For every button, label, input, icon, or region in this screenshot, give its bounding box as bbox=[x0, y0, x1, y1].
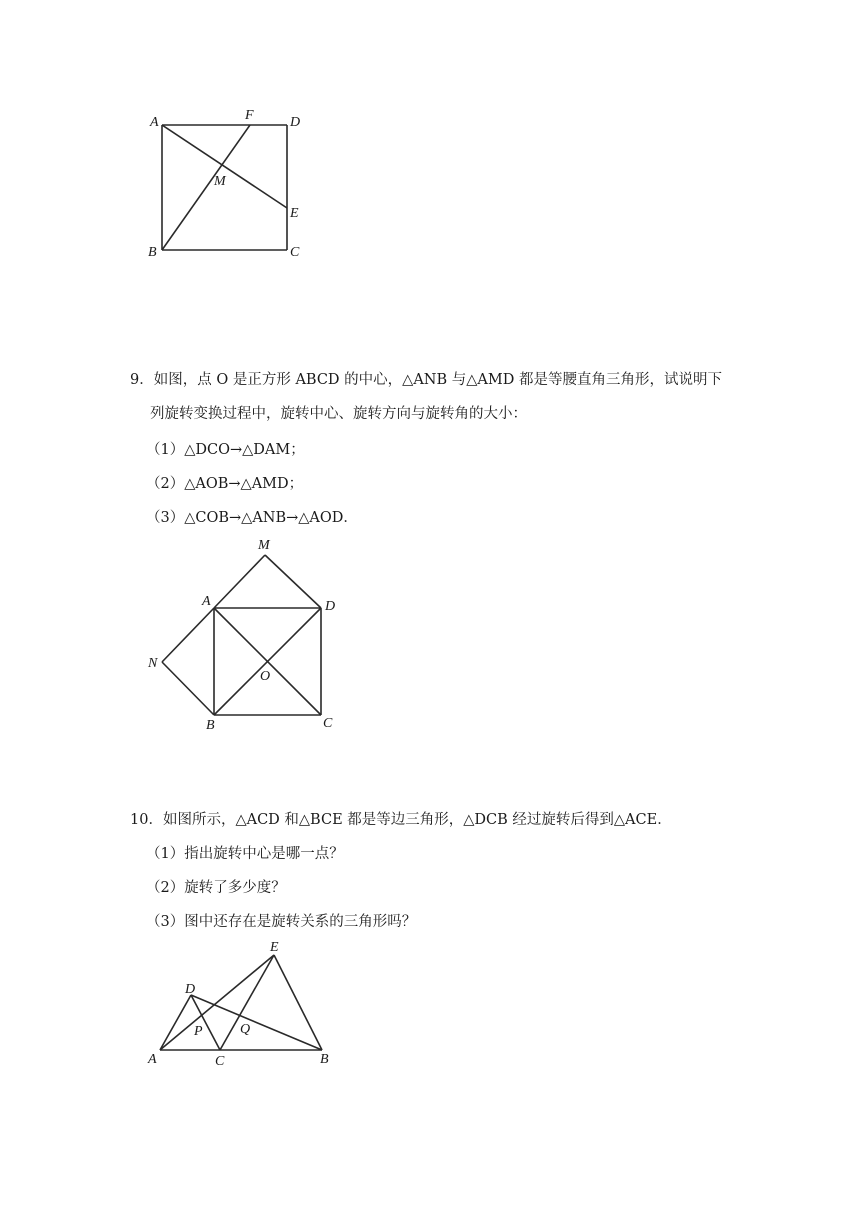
segment-ae bbox=[162, 125, 287, 208]
q9-sub3: （3）△COB→△ANB→△AOD． bbox=[146, 510, 358, 526]
label-b: B bbox=[320, 1052, 329, 1067]
segment-bf bbox=[162, 125, 250, 250]
label-o: O bbox=[260, 669, 271, 684]
label-a: A bbox=[148, 1052, 157, 1067]
segment-md bbox=[265, 555, 321, 608]
label-f: F bbox=[245, 108, 254, 123]
label-m: M bbox=[258, 538, 270, 553]
q9-text-line1: 9．如图，点 O 是正方形 ABCD 的中心，△ANB 与△AMD 都是等腰直角三角形，试说明下 bbox=[130, 372, 722, 388]
square-figure-abcd-m bbox=[140, 100, 330, 270]
label-e: E bbox=[270, 940, 279, 955]
q9-sub1: （1）△DCO→△DAM； bbox=[146, 442, 305, 458]
label-m: M bbox=[214, 174, 226, 189]
square-figure-q9 bbox=[140, 530, 360, 740]
q9-sub2: （2）△AOB→△AMD； bbox=[146, 476, 304, 492]
segment-eb bbox=[274, 955, 322, 1050]
label-q: Q bbox=[240, 1022, 251, 1037]
segment-ad bbox=[160, 995, 191, 1050]
label-a: A bbox=[150, 115, 159, 130]
q10-sub1: （1）指出旋转中心是哪一点？ bbox=[146, 846, 344, 862]
label-c: C bbox=[215, 1054, 225, 1069]
q10-text-line1: 10．如图所示，△ACD 和△BCE 都是等边三角形，△DCB 经过旋转后得到△ACE． bbox=[130, 812, 672, 828]
q9-text-line2: 列旋转变换过程中，旋转中心、旋转方向与旋转角的大小： bbox=[150, 406, 527, 422]
label-b: B bbox=[148, 245, 157, 260]
segment-an bbox=[162, 608, 214, 662]
label-c: C bbox=[323, 716, 333, 731]
segment-am bbox=[214, 555, 265, 608]
label-n: N bbox=[148, 656, 158, 671]
label-d: D bbox=[290, 115, 301, 130]
segment-nb bbox=[162, 662, 214, 715]
label-a: A bbox=[202, 594, 211, 609]
label-d: D bbox=[185, 982, 196, 997]
triangle-figure-q10 bbox=[140, 935, 360, 1075]
label-e: E bbox=[290, 206, 299, 221]
label-d: D bbox=[325, 599, 336, 614]
segment-ae bbox=[160, 955, 274, 1050]
label-b: B bbox=[206, 718, 215, 733]
segment-db bbox=[191, 995, 322, 1050]
label-p: P bbox=[194, 1024, 203, 1039]
q10-sub2: （2）旋转了多少度？ bbox=[146, 880, 286, 896]
q10-sub3: （3）图中还存在是旋转关系的三角形吗？ bbox=[146, 914, 417, 930]
label-c: C bbox=[290, 245, 300, 260]
